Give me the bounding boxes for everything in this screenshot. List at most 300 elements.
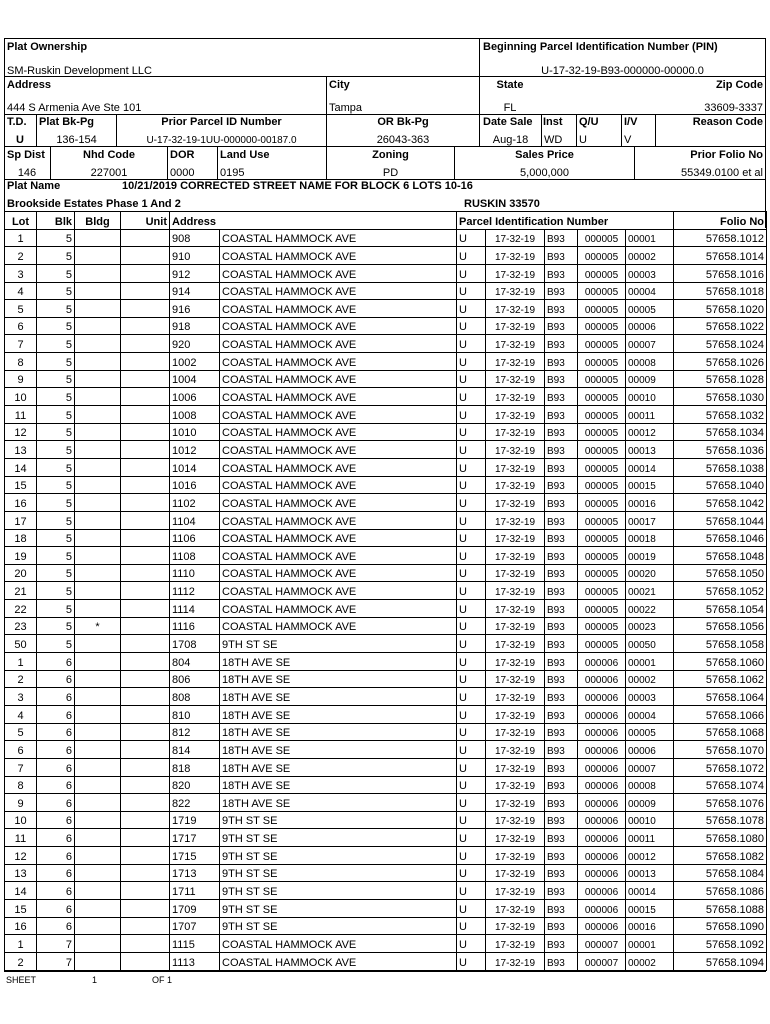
section-cell: 17-32-19 <box>486 423 545 441</box>
block-cell: 6 <box>37 776 75 794</box>
unit-cell <box>121 353 170 371</box>
zoning-value: PD <box>382 167 399 179</box>
block-cell: 5 <box>37 282 75 300</box>
unit-cell <box>121 829 170 847</box>
pin-lot-cell: 00002 <box>626 952 674 970</box>
street-cell: 18TH AVE SE <box>220 741 457 759</box>
address-number-cell: 822 <box>170 794 220 812</box>
subdivision-cell: B93 <box>545 300 578 318</box>
lot-cell: 5 <box>5 723 37 741</box>
pin-lot-cell: 00010 <box>626 811 674 829</box>
lot-cell: 18 <box>5 529 37 547</box>
bldg-cell <box>75 370 121 388</box>
folio-cell: 57658.1086 <box>674 882 767 900</box>
bldg-cell <box>75 741 121 759</box>
street-cell: 18TH AVE SE <box>220 688 457 706</box>
table-row <box>5 811 767 829</box>
bldg-cell <box>75 564 121 582</box>
pin-lot-cell: 00014 <box>626 882 674 900</box>
subdivision-cell: B93 <box>545 511 578 529</box>
section-cell: 17-32-19 <box>486 582 545 600</box>
block-cell: 5 <box>37 529 75 547</box>
priorfolio-label: Prior Folio No <box>690 149 763 161</box>
folio-cell: 57658.1038 <box>674 458 767 476</box>
section-cell: 17-32-19 <box>486 917 545 935</box>
block-cell: 6 <box>37 653 75 671</box>
table-row <box>5 406 767 424</box>
block-cell: 5 <box>37 458 75 476</box>
street-cell: COASTAL HAMMOCK AVE <box>220 952 457 970</box>
pin-lot-cell: 00001 <box>626 229 674 247</box>
table-row <box>5 882 767 900</box>
subdivision-cell: B93 <box>545 388 578 406</box>
pin-lot-cell: 00007 <box>626 335 674 353</box>
address-value: 444 S Armenia Ave Ste 101 <box>7 102 142 114</box>
folio-cell: 57658.1034 <box>674 423 767 441</box>
col-unit: Unit <box>121 212 170 230</box>
subdivision-cell: B93 <box>545 635 578 653</box>
taxdist-cell: U <box>457 282 486 300</box>
folio-cell: 57658.1088 <box>674 899 767 917</box>
street-cell: COASTAL HAMMOCK AVE <box>220 264 457 282</box>
pin-block-cell: 000005 <box>578 600 626 618</box>
subdivision-cell: B93 <box>545 688 578 706</box>
folio-cell: 57658.1022 <box>674 317 767 335</box>
street-cell: 9TH ST SE <box>220 811 457 829</box>
sheet-number: 1 <box>92 975 98 985</box>
taxdist-cell: U <box>457 847 486 865</box>
table-row <box>5 705 767 723</box>
section-cell: 17-32-19 <box>486 758 545 776</box>
street-cell: COASTAL HAMMOCK AVE <box>220 388 457 406</box>
taxdist-cell: U <box>457 811 486 829</box>
section-cell: 17-32-19 <box>486 705 545 723</box>
taxdist-cell: U <box>457 741 486 759</box>
address-number-cell: 910 <box>170 247 220 265</box>
subdivision-cell: B93 <box>545 582 578 600</box>
taxdist-cell: U <box>457 564 486 582</box>
lot-cell: 2 <box>5 670 37 688</box>
street-cell: COASTAL HAMMOCK AVE <box>220 935 457 953</box>
table-row <box>5 247 767 265</box>
address-number-cell: 1113 <box>170 952 220 970</box>
lot-cell: 16 <box>5 917 37 935</box>
bldg-cell <box>75 794 121 812</box>
pin-lot-cell: 00016 <box>626 917 674 935</box>
subdivision-cell: B93 <box>545 547 578 565</box>
block-cell: 5 <box>37 370 75 388</box>
address-number-cell: 1106 <box>170 529 220 547</box>
block-cell: 5 <box>37 300 75 318</box>
address-number-cell: 806 <box>170 670 220 688</box>
section-cell: 17-32-19 <box>486 476 545 494</box>
subdivision-cell: B93 <box>545 335 578 353</box>
city-value: Tampa <box>329 102 363 114</box>
bldg-cell <box>75 705 121 723</box>
block-cell: 5 <box>37 494 75 512</box>
section-cell: 17-32-19 <box>486 335 545 353</box>
section-cell: 17-32-19 <box>486 441 545 459</box>
lot-cell: 11 <box>5 829 37 847</box>
pin-lot-cell: 00003 <box>626 264 674 282</box>
unit-cell <box>121 370 170 388</box>
pin-lot-cell: 00008 <box>626 353 674 371</box>
subdivision-cell: B93 <box>545 776 578 794</box>
pin-lot-cell: 00004 <box>626 282 674 300</box>
taxdist-cell: U <box>457 511 486 529</box>
subdivision-cell: B93 <box>545 317 578 335</box>
nhd-value: 227001 <box>90 167 128 179</box>
pin-block-cell: 000007 <box>578 935 626 953</box>
folio-cell: 57658.1020 <box>674 300 767 318</box>
section-cell: 17-32-19 <box>486 494 545 512</box>
taxdist-cell: U <box>457 829 486 847</box>
prior-parcel-label: Prior Parcel ID Number <box>161 116 282 128</box>
street-cell: 9TH ST SE <box>220 917 457 935</box>
lot-cell: 14 <box>5 458 37 476</box>
table-row <box>5 899 767 917</box>
platname-value: Brookside Estates Phase 1 And 2 <box>7 198 181 210</box>
pin-block-cell: 000006 <box>578 723 626 741</box>
pin-block-cell: 000005 <box>578 423 626 441</box>
unit-cell <box>121 317 170 335</box>
folio-cell: 57658.1092 <box>674 935 767 953</box>
address-number-cell: 920 <box>170 335 220 353</box>
unit-cell <box>121 653 170 671</box>
table-row <box>5 282 767 300</box>
pin-block-cell: 000005 <box>578 229 626 247</box>
unit-cell <box>121 300 170 318</box>
lot-cell: 4 <box>5 705 37 723</box>
subdivision-cell: B93 <box>545 917 578 935</box>
qu-value: U <box>579 134 587 146</box>
bldg-cell <box>75 264 121 282</box>
section-cell: 17-32-19 <box>486 617 545 635</box>
unit-cell <box>121 899 170 917</box>
pin-lot-cell: 00005 <box>626 300 674 318</box>
subdivision-cell: B93 <box>545 723 578 741</box>
street-cell: 18TH AVE SE <box>220 653 457 671</box>
address-label: Address <box>7 79 52 91</box>
pin-lot-cell: 00016 <box>626 494 674 512</box>
spdist-label: Sp Dist <box>7 149 45 161</box>
block-cell: 5 <box>37 600 75 618</box>
subdivision-cell: B93 <box>545 741 578 759</box>
address-number-cell: 818 <box>170 758 220 776</box>
lot-cell: 1 <box>5 229 37 247</box>
inst-value: WD <box>544 134 563 146</box>
lot-cell: 15 <box>5 899 37 917</box>
table-row <box>5 917 767 935</box>
state-value: FL <box>503 102 517 114</box>
block-cell: 6 <box>37 899 75 917</box>
platname-note: 10/21/2019 CORRECTED STREET NAME FOR BLOCK 6 LOTS 10-16 <box>122 180 473 192</box>
table-row <box>5 635 767 653</box>
dor-label: DOR <box>170 149 195 161</box>
subdivision-cell: B93 <box>545 864 578 882</box>
taxdist-cell: U <box>457 917 486 935</box>
pin-block-cell: 000005 <box>578 406 626 424</box>
pin-lot-cell: 00003 <box>626 688 674 706</box>
iv-value: V <box>624 134 632 146</box>
unit-cell <box>121 935 170 953</box>
pin-block-cell: 000005 <box>578 547 626 565</box>
street-cell: COASTAL HAMMOCK AVE <box>220 458 457 476</box>
subdivision-cell: B93 <box>545 564 578 582</box>
lot-cell: 11 <box>5 406 37 424</box>
street-cell: 9TH ST SE <box>220 864 457 882</box>
address-number-cell: 810 <box>170 705 220 723</box>
street-cell: 18TH AVE SE <box>220 794 457 812</box>
taxdist-cell: U <box>457 494 486 512</box>
block-cell: 7 <box>37 935 75 953</box>
orbk-label: OR Bk-Pg <box>377 116 429 128</box>
section-cell: 17-32-19 <box>486 247 545 265</box>
pin-block-cell: 000005 <box>578 282 626 300</box>
pin-lot-cell: 00015 <box>626 899 674 917</box>
sheet-of: OF 1 <box>152 975 173 985</box>
section-cell: 17-32-19 <box>486 811 545 829</box>
pin-lot-cell: 00022 <box>626 600 674 618</box>
pin-lot-cell: 00006 <box>626 741 674 759</box>
subdivision-cell: B93 <box>545 441 578 459</box>
prior-parcel-value: U-17-32-19-1UU-000000-00187.0 <box>146 135 297 146</box>
taxdist-cell: U <box>457 582 486 600</box>
table-row <box>5 529 767 547</box>
folio-cell: 57658.1094 <box>674 952 767 970</box>
lot-cell: 5 <box>5 300 37 318</box>
taxdist-cell: U <box>457 335 486 353</box>
pin-lot-cell: 00017 <box>626 511 674 529</box>
section-cell: 17-32-19 <box>486 847 545 865</box>
city-label: City <box>329 79 350 91</box>
lot-cell: 9 <box>5 794 37 812</box>
pin-block-cell: 000005 <box>578 617 626 635</box>
bldg-cell <box>75 758 121 776</box>
subdivision-cell: B93 <box>545 247 578 265</box>
table-row <box>5 547 767 565</box>
subdivision-cell: B93 <box>545 952 578 970</box>
block-cell: 6 <box>37 723 75 741</box>
block-cell: 6 <box>37 882 75 900</box>
landuse-label: Land Use <box>220 149 270 161</box>
street-cell: 18TH AVE SE <box>220 670 457 688</box>
bldg-cell <box>75 423 121 441</box>
table-row <box>5 741 767 759</box>
bldg-cell <box>75 723 121 741</box>
table-row <box>5 829 767 847</box>
section-cell: 17-32-19 <box>486 229 545 247</box>
lot-cell: 12 <box>5 423 37 441</box>
address-number-cell: 1012 <box>170 441 220 459</box>
street-cell: COASTAL HAMMOCK AVE <box>220 494 457 512</box>
unit-cell <box>121 758 170 776</box>
lot-cell: 10 <box>5 811 37 829</box>
salesprice-label: Sales Price <box>515 149 574 161</box>
section-cell: 17-32-19 <box>486 688 545 706</box>
folio-cell: 57658.1062 <box>674 670 767 688</box>
block-cell: 6 <box>37 847 75 865</box>
block-cell: 6 <box>37 741 75 759</box>
subdivision-cell: B93 <box>545 406 578 424</box>
lot-cell: 3 <box>5 264 37 282</box>
section-cell: 17-32-19 <box>486 794 545 812</box>
lot-cell: 9 <box>5 370 37 388</box>
address-number-cell: 814 <box>170 741 220 759</box>
subdivision-cell: B93 <box>545 353 578 371</box>
unit-cell <box>121 741 170 759</box>
state-label: State <box>496 79 524 91</box>
street-cell: COASTAL HAMMOCK AVE <box>220 617 457 635</box>
unit-cell <box>121 511 170 529</box>
unit-cell <box>121 229 170 247</box>
folio-cell: 57658.1012 <box>674 229 767 247</box>
folio-cell: 57658.1060 <box>674 653 767 671</box>
col-lot: Lot <box>5 212 37 230</box>
section-cell: 17-32-19 <box>486 529 545 547</box>
taxdist-cell: U <box>457 388 486 406</box>
section-cell: 17-32-19 <box>486 741 545 759</box>
pin-block-cell: 000006 <box>578 705 626 723</box>
street-cell: 18TH AVE SE <box>220 758 457 776</box>
address-number-cell: 1104 <box>170 511 220 529</box>
iv-label: I/V <box>624 116 638 128</box>
pin-lot-cell: 00050 <box>626 635 674 653</box>
lot-cell: 2 <box>5 952 37 970</box>
pin-block-cell: 000006 <box>578 811 626 829</box>
subdivision-cell: B93 <box>545 670 578 688</box>
pin-block-cell: 000005 <box>578 564 626 582</box>
pin-label: Beginning Parcel Identification Number (PIN) <box>483 41 718 53</box>
street-cell: COASTAL HAMMOCK AVE <box>220 353 457 371</box>
subdivision-cell: B93 <box>545 476 578 494</box>
pin-block-cell: 000005 <box>578 353 626 371</box>
block-cell: 5 <box>37 564 75 582</box>
folio-cell: 57658.1048 <box>674 547 767 565</box>
subdivision-cell: B93 <box>545 653 578 671</box>
lot-cell: 19 <box>5 547 37 565</box>
folio-cell: 57658.1082 <box>674 847 767 865</box>
address-number-cell: 1014 <box>170 458 220 476</box>
bldg-cell <box>75 653 121 671</box>
section-cell: 17-32-19 <box>486 600 545 618</box>
pin-lot-cell: 00001 <box>626 653 674 671</box>
address-number-cell: 916 <box>170 300 220 318</box>
folio-cell: 57658.1064 <box>674 688 767 706</box>
block-cell: 6 <box>37 688 75 706</box>
unit-cell <box>121 582 170 600</box>
plat-ownership-value: SM-Ruskin Development LLC <box>7 65 152 77</box>
lot-cell: 7 <box>5 335 37 353</box>
folio-cell: 57658.1070 <box>674 741 767 759</box>
folio-cell: 57658.1032 <box>674 406 767 424</box>
street-cell: COASTAL HAMMOCK AVE <box>220 582 457 600</box>
street-cell: COASTAL HAMMOCK AVE <box>220 476 457 494</box>
street-cell: 18TH AVE SE <box>220 723 457 741</box>
folio-cell: 57658.1054 <box>674 600 767 618</box>
folio-cell: 57658.1028 <box>674 370 767 388</box>
table-row <box>5 370 767 388</box>
block-cell: 5 <box>37 317 75 335</box>
bldg-cell <box>75 582 121 600</box>
section-cell: 17-32-19 <box>486 723 545 741</box>
table-row <box>5 617 767 635</box>
block-cell: 5 <box>37 247 75 265</box>
table-row <box>5 564 767 582</box>
address-number-cell: 1707 <box>170 917 220 935</box>
unit-cell <box>121 476 170 494</box>
pin-lot-cell: 00009 <box>626 370 674 388</box>
folio-cell: 57658.1080 <box>674 829 767 847</box>
pin-block-cell: 000006 <box>578 670 626 688</box>
block-cell: 5 <box>37 229 75 247</box>
bldg-cell <box>75 952 121 970</box>
section-cell: 17-32-19 <box>486 635 545 653</box>
pin-block-cell: 000006 <box>578 758 626 776</box>
unit-cell <box>121 547 170 565</box>
address-number-cell: 1713 <box>170 864 220 882</box>
orbk-value: 26043-363 <box>376 134 430 146</box>
taxdist-cell: U <box>457 864 486 882</box>
section-cell: 17-32-19 <box>486 370 545 388</box>
block-cell: 5 <box>37 441 75 459</box>
lot-cell: 1 <box>5 935 37 953</box>
unit-cell <box>121 264 170 282</box>
bldg-cell <box>75 335 121 353</box>
table-row <box>5 600 767 618</box>
folio-cell: 57658.1052 <box>674 582 767 600</box>
pin-lot-cell: 00002 <box>626 670 674 688</box>
taxdist-cell: U <box>457 353 486 371</box>
pin-block-cell: 000006 <box>578 741 626 759</box>
subdivision-cell: B93 <box>545 847 578 865</box>
subdivision-cell: B93 <box>545 705 578 723</box>
block-cell: 5 <box>37 335 75 353</box>
folio-cell: 57658.1018 <box>674 282 767 300</box>
bldg-cell <box>75 441 121 459</box>
unit-cell <box>121 635 170 653</box>
folio-cell: 57658.1050 <box>674 564 767 582</box>
block-cell: 5 <box>37 353 75 371</box>
plat-ownership-label: Plat Ownership <box>7 41 88 53</box>
bldg-cell <box>75 882 121 900</box>
pin-block-cell: 000006 <box>578 917 626 935</box>
bldg-cell <box>75 776 121 794</box>
reason-label: Reason Code <box>692 116 763 128</box>
subdivision-cell: B93 <box>545 600 578 618</box>
street-cell: 9TH ST SE <box>220 829 457 847</box>
col-pin: Parcel Identification Number <box>457 212 674 230</box>
address-number-cell: 912 <box>170 264 220 282</box>
bldg-cell <box>75 494 121 512</box>
taxdist-cell: U <box>457 758 486 776</box>
lot-cell: 10 <box>5 388 37 406</box>
block-cell: 6 <box>37 794 75 812</box>
subdivision-cell: B93 <box>545 758 578 776</box>
taxdist-cell: U <box>457 547 486 565</box>
unit-cell <box>121 600 170 618</box>
table-row <box>5 335 767 353</box>
nhd-label: Nhd Code <box>83 149 135 161</box>
section-cell: 17-32-19 <box>486 264 545 282</box>
section-cell: 17-32-19 <box>486 564 545 582</box>
unit-cell <box>121 705 170 723</box>
taxdist-cell: U <box>457 423 486 441</box>
unit-cell <box>121 723 170 741</box>
pin-block-cell: 000005 <box>578 511 626 529</box>
lot-cell: 6 <box>5 741 37 759</box>
street-cell: 9TH ST SE <box>220 899 457 917</box>
